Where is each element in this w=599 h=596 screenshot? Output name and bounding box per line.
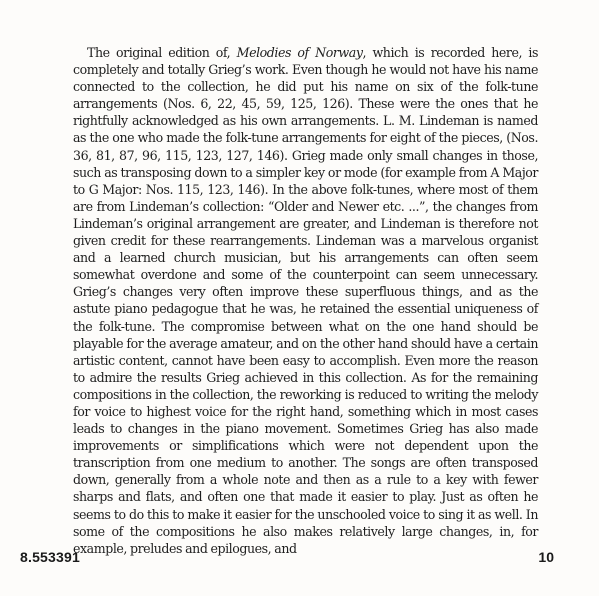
page-number: 10 <box>538 549 554 565</box>
catalog-number: 8.553391 <box>20 549 80 565</box>
paragraph-intro: The original edition of, <box>87 45 237 60</box>
work-title: Melodies of Norway <box>236 45 363 60</box>
paragraph-body: , which is recorded here, is completely and totally Grieg’s work. Even though he would not have his name connected to the collection, he did put his name on six of the folk-tune arrangements (Nos. 6, 22, 45, 59, 125, 126). These were the ones that he rightfully acknowledged as his own arrangements. L. M. Lindeman is named as the one who made the folk-tune arrangements for eight of the pieces, (Nos. 36, 81, 87, 96, 115, 123, 127, 146). Grieg made only small changes in those, such as transposing down to a simpler key or mode (for example from A Major to G Major: Nos. 115, 123, 146). In the above folk-tunes, where most of them are from Lindeman’s collection: “Older and Newer etc. ...”, the changes from Lindeman’s original arrangement are greater, and Lindeman is therefore not given credit for these rearrangements. Lindeman was a marvelous organist and a learned church musician, but his arrangements can often seem somewhat overdone and some of the counterpoint can seem unnecessary. Grieg’s changes very often improve these superfluous things, and as the astute piano pedagogue that he was, he retained the essential uniqueness of the folk-tune. The compromise between what on the one hand should be playable for the average amateur, and on the other hand should have a certain artistic content, cannot have been easy to accomplish. Even more the reason to admire the results Grieg achieved in this collection. As for the remaining compositions in the collection, the reworking is reduced to writing the melody for voice to highest voice for the right hand, something which in most cases leads to changes in the piano movement. Sometimes Grieg has also made improvements or simplifications which were not dependent upon the transcription from one medium to another. The songs are often transposed down, generally from a whole note and then as a rule to a key with fewer sharps and flats, and often one that made it easier to play. Just as often he seems to do this to make it easier for the unschooled voice to sing it as well. In some of the compositions he also makes relatively large changes, in, for example, preludes and epilogues, and <box>73 45 539 556</box>
body-paragraph <box>73 44 538 557</box>
